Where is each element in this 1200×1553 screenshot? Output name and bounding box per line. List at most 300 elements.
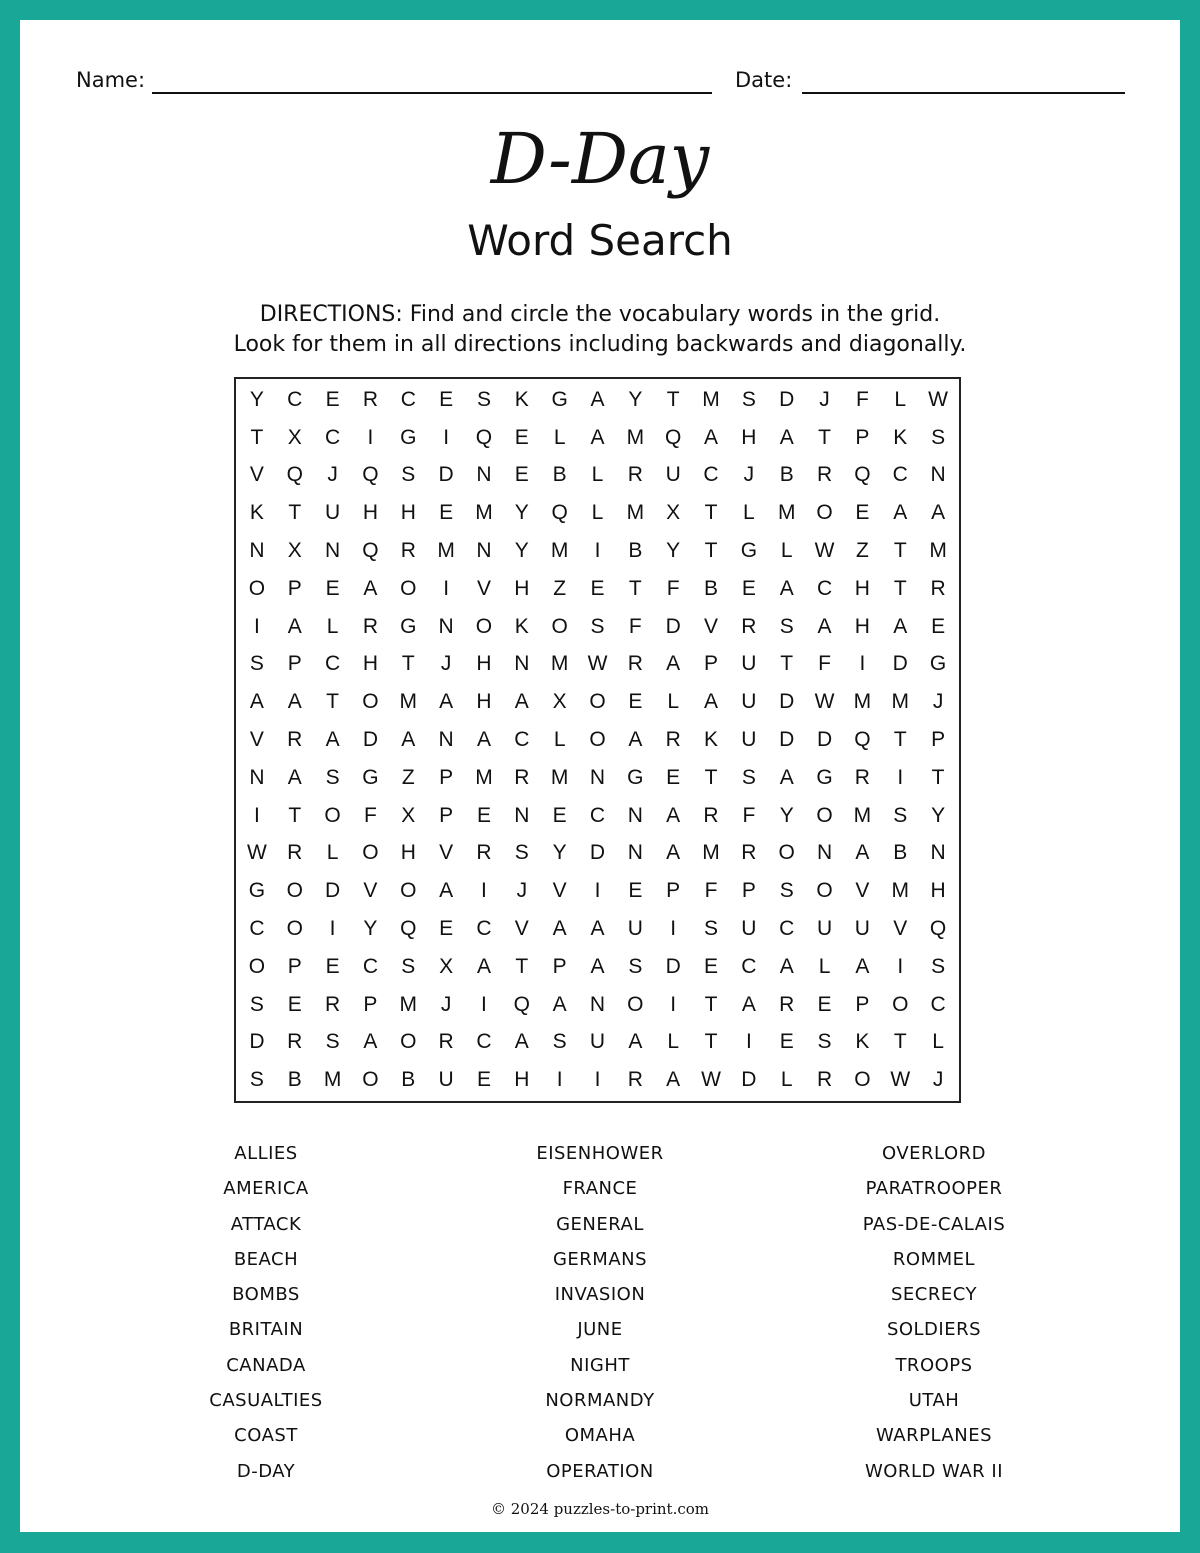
grid-cell[interactable]: S xyxy=(931,425,946,449)
grid-cell[interactable]: S xyxy=(590,614,605,638)
grid-cell[interactable]: P xyxy=(287,954,302,978)
grid-cell[interactable]: T xyxy=(704,501,718,525)
grid-cell[interactable]: C xyxy=(400,387,416,411)
grid-cell[interactable]: J xyxy=(932,690,944,714)
grid-cell[interactable]: L xyxy=(553,425,566,449)
grid-cell[interactable]: I xyxy=(897,765,904,789)
grid-cell[interactable]: Y xyxy=(666,539,681,563)
grid-cell[interactable]: A xyxy=(666,652,681,676)
grid-cell[interactable]: V xyxy=(363,879,378,903)
grid-cell[interactable]: B xyxy=(704,576,719,600)
grid-cell[interactable]: B xyxy=(401,1068,416,1092)
grid-cell[interactable]: I xyxy=(481,992,487,1016)
grid-cell[interactable]: A xyxy=(628,727,643,751)
grid-cell[interactable]: G xyxy=(740,539,758,563)
grid-cell[interactable]: T xyxy=(288,501,302,525)
grid-cell[interactable]: F xyxy=(364,803,377,827)
grid-cell[interactable]: A xyxy=(439,879,454,903)
grid-cell[interactable]: E xyxy=(476,1068,491,1092)
grid-cell[interactable]: I xyxy=(253,614,260,638)
grid-cell[interactable]: T xyxy=(401,652,415,676)
grid-cell[interactable]: L xyxy=(326,614,339,638)
grid-cell[interactable]: S xyxy=(779,879,794,903)
grid-cell[interactable]: A xyxy=(666,841,681,865)
grid-cell[interactable]: H xyxy=(854,576,870,600)
grid-cell[interactable]: I xyxy=(745,1030,752,1054)
date-input-line[interactable] xyxy=(802,92,1125,94)
grid-cell[interactable]: W xyxy=(814,539,835,563)
grid-cell[interactable]: U xyxy=(741,690,757,714)
grid-cell[interactable]: D xyxy=(438,463,454,487)
grid-cell[interactable]: F xyxy=(704,879,718,903)
grid-cell[interactable]: M xyxy=(437,539,455,563)
grid-cell[interactable]: I xyxy=(253,803,260,827)
grid-cell[interactable]: O xyxy=(627,992,644,1016)
grid-cell[interactable]: A xyxy=(249,690,264,714)
grid-cell[interactable]: B xyxy=(628,539,643,563)
grid-cell[interactable]: W xyxy=(247,841,267,865)
grid-cell[interactable]: B xyxy=(552,463,567,487)
grid-cell[interactable]: A xyxy=(817,614,832,638)
grid-cell[interactable]: Y xyxy=(779,803,794,827)
grid-cell[interactable]: O xyxy=(362,690,379,714)
grid-cell[interactable]: C xyxy=(892,463,908,487)
grid-cell[interactable]: X xyxy=(287,425,302,449)
grid-cell[interactable]: D xyxy=(589,841,606,865)
grid-cell[interactable]: U xyxy=(741,652,757,676)
grid-cell[interactable]: D xyxy=(249,1030,265,1054)
grid-cell[interactable]: J xyxy=(440,992,452,1016)
grid-cell[interactable]: T xyxy=(704,765,718,789)
grid-cell[interactable]: E xyxy=(931,614,946,638)
grid-cell[interactable]: E xyxy=(666,765,681,789)
grid-cell[interactable]: A xyxy=(476,954,491,978)
grid-cell[interactable]: A xyxy=(287,690,302,714)
grid-cell[interactable]: U xyxy=(665,463,681,487)
grid-cell[interactable]: I xyxy=(443,576,450,600)
grid-cell[interactable]: I xyxy=(481,879,487,903)
grid-cell[interactable]: C xyxy=(325,425,341,449)
grid-cell[interactable]: X xyxy=(666,501,681,525)
grid-cell[interactable]: L xyxy=(780,539,793,563)
grid-cell[interactable]: M xyxy=(626,425,645,449)
grid-cell[interactable]: O xyxy=(589,690,606,714)
grid-cell[interactable]: Z xyxy=(855,539,869,563)
grid-cell[interactable]: M xyxy=(702,387,720,411)
grid-cell[interactable]: T xyxy=(893,539,907,563)
grid-cell[interactable]: R xyxy=(438,1030,454,1054)
grid-cell[interactable]: W xyxy=(701,1068,721,1092)
grid-cell[interactable]: E xyxy=(439,387,454,411)
grid-cell[interactable]: S xyxy=(741,387,756,411)
grid-cell[interactable]: M xyxy=(702,841,720,865)
grid-cell[interactable]: O xyxy=(400,879,417,903)
grid-cell[interactable]: O xyxy=(778,841,795,865)
grid-cell[interactable]: R xyxy=(362,614,379,638)
grid-cell[interactable]: L xyxy=(780,1068,793,1092)
grid-cell[interactable]: G xyxy=(248,879,266,903)
grid-cell[interactable]: A xyxy=(514,690,529,714)
grid-cell[interactable]: E xyxy=(476,803,491,827)
grid-cell[interactable]: M xyxy=(777,501,796,525)
grid-cell[interactable]: M xyxy=(891,879,909,903)
grid-cell[interactable]: H xyxy=(400,841,416,865)
grid-cell[interactable]: D xyxy=(779,387,795,411)
grid-cell[interactable]: S xyxy=(779,614,794,638)
grid-cell[interactable]: S xyxy=(249,652,264,676)
grid-cell[interactable]: L xyxy=(932,1030,944,1054)
grid-cell[interactable]: I xyxy=(594,539,601,563)
grid-cell[interactable]: N xyxy=(589,765,606,789)
grid-cell[interactable]: P xyxy=(287,652,302,676)
grid-cell[interactable]: E xyxy=(514,463,529,487)
grid-cell[interactable]: N xyxy=(930,463,946,487)
grid-cell[interactable]: R xyxy=(287,1030,303,1054)
grid-cell[interactable]: V xyxy=(893,916,908,940)
grid-cell[interactable]: L xyxy=(667,690,680,714)
grid-cell[interactable]: L xyxy=(591,463,604,487)
grid-cell[interactable]: V xyxy=(249,463,264,487)
grid-cell[interactable]: A xyxy=(514,1030,529,1054)
grid-cell[interactable]: J xyxy=(819,387,830,411)
grid-cell[interactable]: D xyxy=(665,954,681,978)
grid-cell[interactable]: M xyxy=(475,765,493,789)
grid-cell[interactable]: R xyxy=(816,1068,833,1092)
grid-cell[interactable]: C xyxy=(249,916,265,940)
grid-cell[interactable]: E xyxy=(325,576,340,600)
grid-cell[interactable]: K xyxy=(855,1030,870,1054)
grid-cell[interactable]: C xyxy=(589,803,606,827)
grid-cell[interactable]: A xyxy=(666,1068,681,1092)
grid-cell[interactable]: T xyxy=(704,992,718,1016)
grid-cell[interactable]: M xyxy=(323,1068,342,1092)
grid-cell[interactable]: W xyxy=(587,652,608,676)
grid-cell[interactable]: W xyxy=(814,690,835,714)
grid-cell[interactable]: E xyxy=(439,501,454,525)
grid-cell[interactable]: A xyxy=(893,614,908,638)
grid-cell[interactable]: C xyxy=(476,916,492,940)
grid-cell[interactable]: N xyxy=(438,727,454,751)
grid-cell[interactable]: I xyxy=(897,954,904,978)
grid-cell[interactable]: Q xyxy=(400,916,417,940)
grid-cell[interactable]: Z xyxy=(553,576,567,600)
grid-cell[interactable]: U xyxy=(627,916,643,940)
name-input-line[interactable] xyxy=(152,92,712,94)
grid-cell[interactable]: I xyxy=(443,425,450,449)
grid-cell[interactable]: C xyxy=(741,954,757,978)
grid-cell[interactable]: S xyxy=(249,992,264,1016)
grid-cell[interactable]: V xyxy=(439,841,454,865)
grid-cell[interactable]: Q xyxy=(362,463,379,487)
grid-cell[interactable]: I xyxy=(859,652,866,676)
grid-cell[interactable]: T xyxy=(326,690,339,714)
grid-cell[interactable]: Q xyxy=(665,425,682,449)
grid-cell[interactable]: R xyxy=(741,614,757,638)
grid-cell[interactable]: J xyxy=(743,463,755,487)
grid-cell[interactable]: Q xyxy=(854,463,871,487)
grid-cell[interactable]: O xyxy=(286,916,303,940)
grid-cell[interactable]: M xyxy=(475,501,493,525)
grid-cell[interactable]: C xyxy=(816,576,833,600)
grid-cell[interactable]: V xyxy=(855,879,870,903)
grid-cell[interactable]: A xyxy=(666,803,681,827)
grid-cell[interactable]: M xyxy=(399,992,418,1016)
grid-cell[interactable]: X xyxy=(552,690,567,714)
grid-cell[interactable]: N xyxy=(476,463,492,487)
grid-cell[interactable]: P xyxy=(439,765,454,789)
grid-cell[interactable]: O xyxy=(475,614,493,638)
grid-cell[interactable]: H xyxy=(476,690,492,714)
grid-cell[interactable]: C xyxy=(287,387,303,411)
grid-cell[interactable]: O xyxy=(248,954,266,978)
grid-cell[interactable]: O xyxy=(286,879,303,903)
grid-cell[interactable]: A xyxy=(931,501,946,525)
grid-cell[interactable]: G xyxy=(362,765,379,789)
grid-cell[interactable]: G xyxy=(929,652,947,676)
grid-cell[interactable]: L xyxy=(591,501,604,525)
grid-cell[interactable]: N xyxy=(325,539,341,563)
grid-cell[interactable]: P xyxy=(363,992,378,1016)
grid-cell[interactable]: N xyxy=(514,652,530,676)
grid-cell[interactable]: R xyxy=(703,803,719,827)
grid-cell[interactable]: T xyxy=(818,425,831,449)
grid-cell[interactable]: A xyxy=(439,690,454,714)
grid-cell[interactable]: P xyxy=(855,992,870,1016)
grid-cell[interactable]: G xyxy=(816,765,833,789)
grid-cell[interactable]: E xyxy=(704,954,719,978)
grid-cell[interactable]: X xyxy=(401,803,416,827)
grid-cell[interactable]: D xyxy=(665,614,681,638)
grid-cell[interactable]: D xyxy=(892,652,908,676)
grid-cell[interactable]: R xyxy=(476,841,492,865)
grid-cell[interactable]: N xyxy=(816,841,833,865)
grid-cell[interactable]: A xyxy=(779,425,794,449)
grid-cell[interactable]: S xyxy=(401,954,416,978)
grid-cell[interactable]: T xyxy=(893,576,907,600)
grid-cell[interactable]: Q xyxy=(854,727,871,751)
grid-cell[interactable]: D xyxy=(741,1068,757,1092)
grid-cell[interactable]: A xyxy=(552,916,567,940)
grid-cell[interactable]: O xyxy=(324,803,341,827)
grid-cell[interactable]: A xyxy=(590,425,605,449)
grid-cell[interactable]: P xyxy=(741,879,756,903)
grid-cell[interactable]: J xyxy=(327,463,338,487)
grid-cell[interactable]: A xyxy=(628,1030,643,1054)
grid-cell[interactable]: O xyxy=(854,1068,871,1092)
grid-cell[interactable]: S xyxy=(552,1030,567,1054)
grid-cell[interactable]: N xyxy=(514,803,530,827)
grid-cell[interactable]: H xyxy=(930,879,946,903)
grid-cell[interactable]: A xyxy=(590,916,605,940)
grid-cell[interactable]: N xyxy=(589,992,606,1016)
grid-cell[interactable]: M xyxy=(626,501,645,525)
grid-cell[interactable]: F xyxy=(818,652,831,676)
grid-cell[interactable]: T xyxy=(288,803,302,827)
grid-cell[interactable]: V xyxy=(476,576,491,600)
grid-cell[interactable]: F xyxy=(666,576,680,600)
grid-cell[interactable]: R xyxy=(287,841,303,865)
grid-cell[interactable]: P xyxy=(287,576,302,600)
grid-cell[interactable]: H xyxy=(400,501,416,525)
grid-cell[interactable]: R xyxy=(514,765,530,789)
grid-cell[interactable]: N xyxy=(930,841,946,865)
grid-cell[interactable]: K xyxy=(704,727,719,751)
grid-cell[interactable]: P xyxy=(666,879,681,903)
grid-cell[interactable]: Q xyxy=(929,916,947,940)
grid-cell[interactable]: Q xyxy=(551,501,568,525)
grid-cell[interactable]: Q xyxy=(286,463,303,487)
grid-cell[interactable]: O xyxy=(400,1030,417,1054)
grid-cell[interactable]: Y xyxy=(363,916,378,940)
grid-cell[interactable]: A xyxy=(779,765,794,789)
grid-cell[interactable]: A xyxy=(590,954,605,978)
grid-cell[interactable]: N xyxy=(627,803,643,827)
grid-cell[interactable]: I xyxy=(670,916,677,940)
grid-cell[interactable]: E xyxy=(628,879,643,903)
grid-cell[interactable]: X xyxy=(439,954,454,978)
grid-cell[interactable]: U xyxy=(325,501,341,525)
grid-cell[interactable]: G xyxy=(627,765,644,789)
grid-cell[interactable]: V xyxy=(704,614,719,638)
grid-cell[interactable]: Z xyxy=(401,765,415,789)
grid-cell[interactable]: P xyxy=(704,652,719,676)
grid-cell[interactable]: H xyxy=(741,425,757,449)
grid-cell[interactable]: U xyxy=(741,727,757,751)
grid-cell[interactable]: L xyxy=(743,501,755,525)
grid-cell[interactable]: K xyxy=(249,501,264,525)
grid-cell[interactable]: E xyxy=(779,1030,794,1054)
grid-cell[interactable]: V xyxy=(514,916,529,940)
grid-cell[interactable]: S xyxy=(249,1068,264,1092)
grid-cell[interactable]: M xyxy=(399,690,418,714)
grid-cell[interactable]: T xyxy=(515,954,529,978)
grid-cell[interactable]: E xyxy=(855,501,870,525)
grid-cell[interactable]: A xyxy=(704,690,719,714)
grid-cell[interactable]: L xyxy=(894,387,907,411)
grid-cell[interactable]: V xyxy=(249,727,264,751)
grid-cell[interactable]: I xyxy=(329,916,336,940)
grid-cell[interactable]: L xyxy=(818,954,831,978)
grid-cell[interactable]: B xyxy=(779,463,794,487)
grid-cell[interactable]: U xyxy=(741,916,757,940)
grid-cell[interactable]: A xyxy=(401,727,416,751)
grid-cell[interactable]: R xyxy=(779,992,795,1016)
grid-cell[interactable]: T xyxy=(704,1030,718,1054)
grid-cell[interactable]: F xyxy=(628,614,642,638)
grid-cell[interactable]: S xyxy=(401,463,416,487)
grid-cell[interactable]: C xyxy=(476,1030,492,1054)
grid-cell[interactable]: A xyxy=(741,992,756,1016)
grid-cell[interactable]: S xyxy=(931,954,946,978)
grid-cell[interactable]: N xyxy=(627,841,643,865)
grid-cell[interactable]: H xyxy=(476,652,492,676)
grid-cell[interactable]: M xyxy=(853,690,872,714)
grid-cell[interactable]: O xyxy=(816,803,833,827)
grid-cell[interactable]: H xyxy=(514,1068,530,1092)
grid-cell[interactable]: S xyxy=(704,916,719,940)
grid-cell[interactable]: H xyxy=(362,501,379,525)
grid-cell[interactable]: R xyxy=(400,539,416,563)
grid-cell[interactable]: C xyxy=(362,954,379,978)
grid-cell[interactable]: V xyxy=(552,879,567,903)
grid-cell[interactable]: W xyxy=(890,1068,911,1092)
grid-cell[interactable]: T xyxy=(893,727,907,751)
grid-cell[interactable]: A xyxy=(779,576,794,600)
grid-cell[interactable]: A xyxy=(855,841,870,865)
grid-cell[interactable]: R xyxy=(930,576,946,600)
grid-cell[interactable]: R xyxy=(627,463,643,487)
grid-cell[interactable]: I xyxy=(670,992,677,1016)
grid-cell[interactable]: E xyxy=(287,992,302,1016)
grid-cell[interactable]: T xyxy=(893,1030,907,1054)
grid-cell[interactable]: M xyxy=(853,803,872,827)
grid-cell[interactable]: M xyxy=(929,539,947,563)
grid-cell[interactable]: Q xyxy=(513,992,530,1016)
grid-cell[interactable]: L xyxy=(553,727,566,751)
grid-cell[interactable]: S xyxy=(476,387,491,411)
grid-cell[interactable]: Y xyxy=(931,803,946,827)
grid-cell[interactable]: R xyxy=(816,463,833,487)
grid-cell[interactable]: O xyxy=(816,879,833,903)
grid-cell[interactable]: T xyxy=(250,425,264,449)
grid-cell[interactable]: L xyxy=(667,1030,680,1054)
grid-cell[interactable]: H xyxy=(514,576,530,600)
grid-cell[interactable]: H xyxy=(854,614,870,638)
grid-cell[interactable]: C xyxy=(703,463,719,487)
grid-cell[interactable]: Y xyxy=(514,539,529,563)
grid-cell[interactable]: E xyxy=(439,916,454,940)
grid-cell[interactable]: D xyxy=(779,727,795,751)
grid-cell[interactable]: I xyxy=(594,879,601,903)
grid-cell[interactable]: O xyxy=(892,992,909,1016)
grid-cell[interactable]: A xyxy=(476,727,491,751)
grid-cell[interactable]: M xyxy=(891,690,909,714)
grid-cell[interactable]: Q xyxy=(475,425,493,449)
grid-cell[interactable]: M xyxy=(550,765,569,789)
grid-cell[interactable]: C xyxy=(930,992,946,1016)
grid-cell[interactable]: A xyxy=(590,387,605,411)
grid-cell[interactable]: P xyxy=(439,803,454,827)
grid-cell[interactable]: B xyxy=(893,841,908,865)
grid-cell[interactable]: A xyxy=(363,1030,378,1054)
grid-cell[interactable]: L xyxy=(326,841,339,865)
grid-cell[interactable]: J xyxy=(932,1068,944,1092)
grid-cell[interactable]: S xyxy=(741,765,756,789)
grid-cell[interactable]: D xyxy=(362,727,379,751)
grid-cell[interactable]: A xyxy=(893,501,908,525)
grid-cell[interactable]: N xyxy=(249,539,265,563)
grid-cell[interactable]: K xyxy=(893,425,908,449)
grid-cell[interactable]: O xyxy=(248,576,266,600)
grid-cell[interactable]: R xyxy=(362,387,379,411)
word-search-grid[interactable] xyxy=(234,377,961,1103)
grid-cell[interactable]: K xyxy=(514,614,529,638)
grid-cell[interactable]: O xyxy=(362,841,379,865)
grid-cell[interactable]: E xyxy=(514,425,529,449)
grid-cell[interactable]: D xyxy=(325,879,341,903)
grid-cell[interactable]: R xyxy=(741,841,757,865)
grid-cell[interactable]: M xyxy=(550,652,569,676)
grid-cell[interactable]: S xyxy=(628,954,643,978)
grid-cell[interactable]: Y xyxy=(514,501,529,525)
grid-cell[interactable]: U xyxy=(589,1030,606,1054)
grid-cell[interactable]: R xyxy=(665,727,681,751)
grid-cell[interactable]: J xyxy=(516,879,528,903)
grid-cell[interactable]: S xyxy=(325,765,340,789)
grid-cell[interactable]: B xyxy=(287,1068,302,1092)
grid-cell[interactable]: A xyxy=(287,765,302,789)
grid-cell[interactable]: I xyxy=(556,1068,563,1092)
